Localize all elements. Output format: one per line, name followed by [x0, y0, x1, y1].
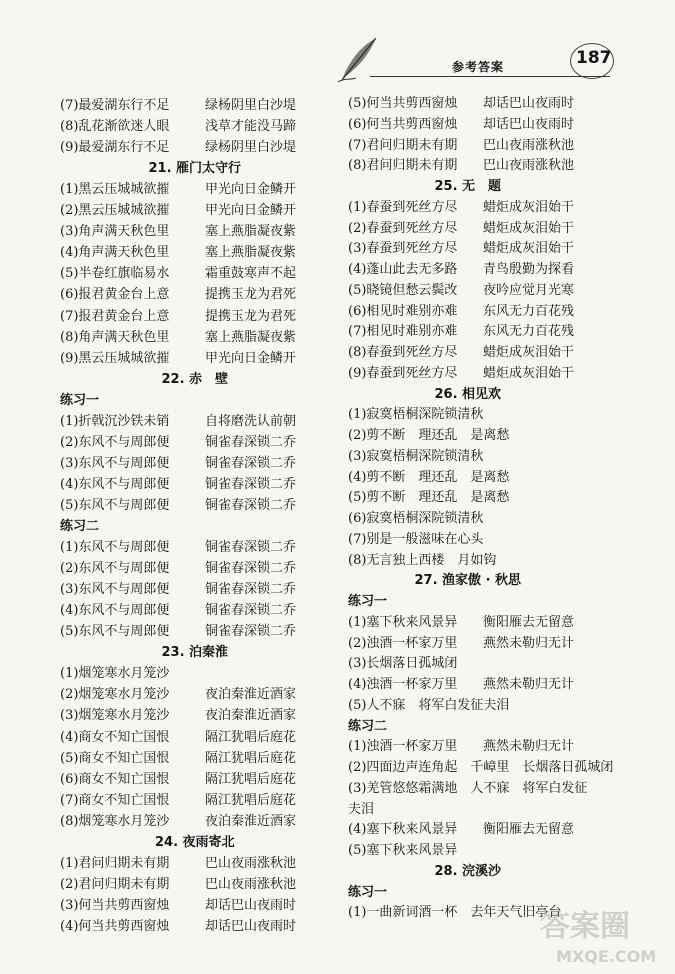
answer-line	[348, 468, 509, 488]
exercise-subheading: 练习二	[60, 519, 100, 534]
answer-first-half: (1)春蚕到死丝方尽	[348, 199, 458, 215]
answer-second-half: 燕然未勒归无计	[483, 677, 575, 692]
answer-line	[60, 559, 297, 579]
answer-second-half: 燕然未勒归无计	[483, 635, 575, 651]
answer-line	[60, 580, 297, 600]
section-title: 26. 相见欢	[434, 386, 502, 402]
answer-second-half: 巴山夜雨涨秋池	[205, 855, 297, 871]
answer-second-half: 铜雀春深锁二乔	[205, 624, 297, 640]
answer-second-half: 铜雀春深锁二乔	[205, 561, 297, 577]
answer-first-half: (3)长烟落日孤城闭	[348, 656, 458, 672]
watermark-logo	[520, 900, 670, 970]
answer-line	[348, 239, 575, 259]
answer-line	[348, 758, 613, 778]
answer-line	[348, 260, 575, 280]
page-number: 187	[576, 48, 612, 68]
answer-line	[348, 156, 575, 176]
answer-first-half: (8)烟笼寒水月笼沙	[60, 813, 170, 829]
header-title: 参考答案	[452, 60, 505, 74]
answer-first-half: (1)黑云压城城欲摧	[60, 182, 170, 198]
answer-first-half: (1)折戟沉沙铁未销	[60, 413, 170, 429]
answer-line	[348, 198, 575, 218]
answer-line	[348, 779, 587, 799]
answer-line	[348, 426, 509, 446]
answer-first-half: (3)寂寞梧桐深院锁清秋	[348, 448, 484, 464]
answer-second-half: 塞上燕脂凝夜紫	[205, 329, 297, 345]
answer-first-half: (7)别是一般滋味在心头	[348, 531, 484, 547]
answer-first-half: (1)一曲新词酒一杯 去年天气旧亭台	[348, 905, 562, 921]
answer-second-half: 自将磨洗认前朝	[205, 413, 297, 429]
answer-first-half: (9)最爱湖东行不足	[60, 140, 170, 156]
answer-line	[60, 96, 297, 116]
answer-line	[60, 601, 297, 621]
answer-line	[348, 447, 483, 467]
answer-first-half: (3)烟笼寒水月笼沙	[60, 708, 170, 724]
answer-second-half: 东风无力百花残	[483, 303, 575, 319]
answer-second-half: 却话巴山夜雨时	[205, 897, 297, 913]
answer-line	[348, 737, 575, 757]
answer-second-half: 东风无力百花残	[483, 324, 575, 340]
answer-line	[348, 634, 575, 654]
answer-line	[60, 664, 169, 684]
answer-line	[348, 696, 509, 716]
answer-line	[60, 917, 297, 937]
answer-first-half: (1)东风不与周郎便	[60, 540, 170, 556]
answer-first-half: (3)何当共剪西窗烛	[60, 897, 170, 913]
header-rule	[370, 76, 610, 77]
answer-first-half: (4)角声满天秋色里	[60, 245, 170, 261]
answer-second-half: 塞上燕脂凝夜紫	[205, 245, 297, 261]
answer-first-half: (4)塞下秋来风景异	[348, 822, 458, 838]
answer-second-half: 铜雀春深锁二乔	[205, 455, 297, 471]
answer-first-half: (3)东风不与周郎便	[60, 455, 170, 471]
answer-second-half: 蜡炬成灰泪始干	[483, 365, 575, 381]
answer-first-half: (6)商女不知亡国恨	[60, 771, 170, 787]
answer-second-half: 蜡炬成灰泪始干	[483, 241, 575, 257]
answer-second-half: 提携玉龙为君死	[205, 287, 297, 303]
answer-second-half: 铜雀春深锁二乔	[205, 476, 297, 492]
answer-first-half: (7)最爱湖东行不足	[60, 98, 170, 113]
answer-line	[60, 285, 297, 305]
answer-first-half: (2)烟笼寒水月笼沙	[60, 687, 170, 703]
answer-second-half: 隔江犹唱后庭花	[205, 771, 297, 787]
answer-first-half: (7)君问归期未有期	[348, 137, 458, 153]
answer-first-half: (6)寂寞梧桐深院锁清秋	[348, 511, 484, 526]
answer-second-half: 夜泊秦淮近酒家	[205, 708, 297, 724]
answer-line	[348, 136, 575, 156]
answer-line	[348, 488, 509, 508]
section-title: 28. 浣溪沙	[434, 863, 502, 879]
answer-second-half: 隔江犹唱后庭花	[205, 792, 297, 808]
answer-first-half: (6)报君黄金台上意	[60, 287, 170, 303]
answer-second-half: 隔江犹唱后庭花	[205, 729, 297, 745]
answer-second-half: 霜重鼓寒声不起	[205, 266, 297, 282]
watermark-text-top: 答案圈	[540, 909, 630, 944]
answer-second-half: 衡阳雁去无留意	[483, 822, 575, 838]
answer-line	[60, 454, 297, 474]
answer-second-half: 绿杨阴里白沙堤	[205, 140, 297, 156]
answer-first-half: (2)春蚕到死丝方尽	[348, 220, 458, 236]
answer-line	[60, 812, 297, 832]
answer-line	[60, 706, 297, 726]
answer-line	[348, 509, 483, 529]
answer-line	[60, 475, 297, 495]
answer-line	[60, 412, 297, 432]
answer-first-half: (5)半卷红旗临易水	[60, 266, 170, 282]
answer-second-half: 却话巴山夜雨时	[205, 918, 297, 934]
answer-line	[348, 530, 483, 550]
answer-first-half: (2)东风不与周郎便	[60, 561, 170, 577]
answer-second-half: 夜泊秦淮近酒家	[205, 813, 297, 829]
section-title: 25. 无 题	[434, 179, 502, 194]
answer-first-half: (4)蓬山此去无多路	[348, 262, 458, 277]
answer-first-half: (7)相见时难别亦难	[348, 324, 458, 340]
answer-line	[60, 728, 297, 748]
answer-line	[348, 115, 575, 135]
answer-line	[60, 307, 297, 327]
answer-first-half: (2)黑云压城城欲摧	[60, 203, 170, 219]
section-title: 21. 雁门太守行	[148, 161, 242, 177]
answer-second-half: 铜雀春深锁二乔	[205, 582, 297, 598]
section-title: 22. 赤 壁	[161, 371, 229, 387]
answer-second-half: 衡阳雁去无留意	[483, 614, 575, 630]
answer-first-half: (8)角声满天秋色里	[60, 329, 170, 345]
answer-first-half: (5)人不寐 将军白发征夫泪	[348, 697, 510, 713]
answer-first-half: (3)春蚕到死丝方尽	[348, 241, 458, 257]
answer-second-half: 铜雀春深锁二乔	[205, 434, 297, 450]
answer-first-half: (1)塞下秋来风景异	[348, 614, 458, 630]
answer-second-half: 却话巴山夜雨时	[483, 116, 575, 132]
answer-line	[60, 622, 297, 642]
answer-first-half: (3)东风不与周郎便	[60, 582, 170, 598]
answer-first-half: (9)春蚕到死丝方尽	[348, 365, 458, 381]
answer-line	[348, 343, 575, 363]
answer-first-half: (4)东风不与周郎便	[60, 603, 170, 619]
answer-second-half: 提携玉龙为君死	[205, 308, 297, 324]
answer-line	[60, 180, 297, 200]
answer-first-half: (2)浊酒一杯家万里	[348, 635, 458, 651]
answer-line	[348, 302, 575, 322]
answer-line	[348, 841, 457, 861]
exercise-subheading: 练习一	[348, 884, 388, 900]
answer-first-half: (5)晓镜但愁云鬓改	[348, 282, 458, 298]
answer-second-half: 浅草才能没马蹄	[205, 119, 297, 135]
answer-first-half: (9)黑云压城城欲摧	[60, 350, 170, 366]
answer-second-half: 甲光向日金鳞开	[205, 182, 297, 198]
answer-first-half: 夫泪	[348, 801, 375, 817]
answer-first-half: (5)何当共剪西窗烛	[348, 96, 458, 111]
answer-line	[60, 685, 297, 705]
exercise-subheading: 练习二	[348, 718, 388, 734]
answer-first-half: (2)东风不与周郎便	[60, 434, 170, 450]
answer-first-half: (3)羌管悠悠霜满地 人不寐 将军白发征	[348, 780, 588, 796]
answer-second-half: 蜡炬成灰泪始干	[483, 220, 575, 236]
answer-line	[60, 433, 297, 453]
answer-first-half: (5)剪不断 理还乱 是离愁	[348, 490, 510, 506]
answer-first-half: (1)君问归期未有期	[60, 855, 170, 871]
answer-second-half: 蜡炬成灰泪始干	[483, 199, 575, 215]
answer-first-half: (6)相见时难别亦难	[348, 303, 458, 319]
answer-line	[60, 538, 297, 558]
answer-first-half: (5)塞下秋来风景异	[348, 843, 458, 858]
answer-second-half: 甲光向日金鳞开	[205, 203, 297, 219]
answer-second-half: 铜雀春深锁二乔	[205, 603, 297, 619]
answer-second-half: 巴山夜雨涨秋池	[483, 137, 575, 153]
watermark-text-bottom: MXQE.COM	[556, 947, 657, 966]
answer-second-half: 却话巴山夜雨时	[483, 96, 575, 111]
exercise-subheading: 练习一	[348, 594, 388, 609]
answer-line	[60, 896, 297, 916]
answer-second-half: 甲光向日金鳞开	[205, 350, 297, 366]
answer-line	[348, 281, 575, 301]
answer-line	[60, 496, 297, 516]
answer-first-half: (4)剪不断 理还乱 是离愁	[348, 469, 510, 485]
answer-line	[348, 405, 483, 425]
section-title: 24. 夜雨寄北	[155, 834, 235, 850]
exercise-subheading: 练习一	[60, 392, 100, 408]
answer-first-half: (2)四面边声连角起 千嶂里 长烟落日孤城闭	[348, 760, 614, 775]
answer-line	[60, 264, 297, 284]
answer-first-half: (5)东风不与周郎便	[60, 497, 170, 513]
answer-line	[60, 243, 297, 263]
page-header	[330, 30, 645, 90]
answer-second-half: 夜吟应觉月光寒	[483, 282, 575, 298]
answer-first-half: (1)寂寞梧桐深院锁清秋	[348, 407, 484, 423]
answer-second-half: 燕然未勒归无计	[483, 739, 575, 755]
answer-line	[348, 800, 374, 820]
answer-line	[348, 820, 575, 840]
answer-line	[348, 654, 457, 674]
answer-first-half: (8)君问归期未有期	[348, 158, 458, 174]
answer-line	[60, 117, 297, 137]
answer-first-half: (2)君问归期未有期	[60, 876, 170, 892]
answer-second-half: 巴山夜雨涨秋池	[483, 158, 575, 174]
answer-second-half: 巴山夜雨涨秋池	[205, 876, 297, 892]
answer-first-half: (7)报君黄金台上意	[60, 308, 170, 324]
answer-first-half: (3)角声满天秋色里	[60, 224, 170, 240]
answer-line	[348, 219, 575, 239]
answer-first-half: (8)春蚕到死丝方尽	[348, 345, 458, 360]
answer-line	[348, 94, 575, 114]
answer-line	[60, 328, 297, 348]
answer-line	[60, 875, 297, 895]
answer-line	[60, 201, 297, 221]
section-title: 27. 渔家傲 · 秋思	[414, 573, 522, 589]
answer-second-half: 青鸟殷勤为探看	[483, 262, 575, 277]
answer-first-half: (2)剪不断 理还乱 是离愁	[348, 428, 510, 443]
answer-second-half: 塞上燕脂凝夜紫	[205, 224, 297, 240]
answer-second-half: 夜泊秦淮近酒家	[205, 687, 297, 703]
answer-first-half: (7)商女不知亡国恨	[60, 792, 170, 808]
answer-line	[348, 675, 575, 695]
answer-first-half: (4)浊酒一杯家万里	[348, 677, 458, 692]
answer-line	[60, 791, 297, 811]
answer-first-half: (8)乱花渐欲迷人眼	[60, 119, 170, 135]
answer-line	[60, 349, 297, 369]
answer-line	[348, 322, 575, 342]
answer-first-half: (6)何当共剪西窗烛	[348, 116, 458, 132]
answer-line	[60, 854, 297, 874]
answer-first-half: (5)商女不知亡国恨	[60, 750, 170, 766]
answer-line	[348, 364, 575, 384]
answer-line	[60, 749, 297, 769]
answer-line	[348, 551, 496, 571]
section-title: 23. 泊秦淮	[161, 645, 229, 661]
answer-line	[60, 222, 297, 242]
answer-second-half: 蜡炬成灰泪始干	[483, 345, 575, 360]
answer-second-half: 隔江犹唱后庭花	[205, 750, 297, 766]
answer-line	[348, 613, 575, 633]
answer-second-half: 绿杨阴里白沙堤	[205, 98, 297, 113]
answer-first-half: (4)何当共剪西窗烛	[60, 918, 170, 934]
answer-first-half: (1)浊酒一杯家万里	[348, 739, 458, 755]
answer-second-half: 铜雀春深锁二乔	[205, 540, 297, 556]
answer-first-half: (4)东风不与周郎便	[60, 476, 170, 492]
answer-first-half: (5)东风不与周郎便	[60, 624, 170, 640]
answer-first-half: (8)无言独上西楼 月如钩	[348, 552, 497, 568]
answer-line	[60, 770, 297, 790]
answer-first-half: (4)商女不知亡国恨	[60, 729, 170, 745]
answer-first-half: (1)烟笼寒水月笼沙	[60, 666, 170, 682]
answer-second-half: 铜雀春深锁二乔	[205, 497, 297, 513]
answer-line	[60, 138, 297, 158]
